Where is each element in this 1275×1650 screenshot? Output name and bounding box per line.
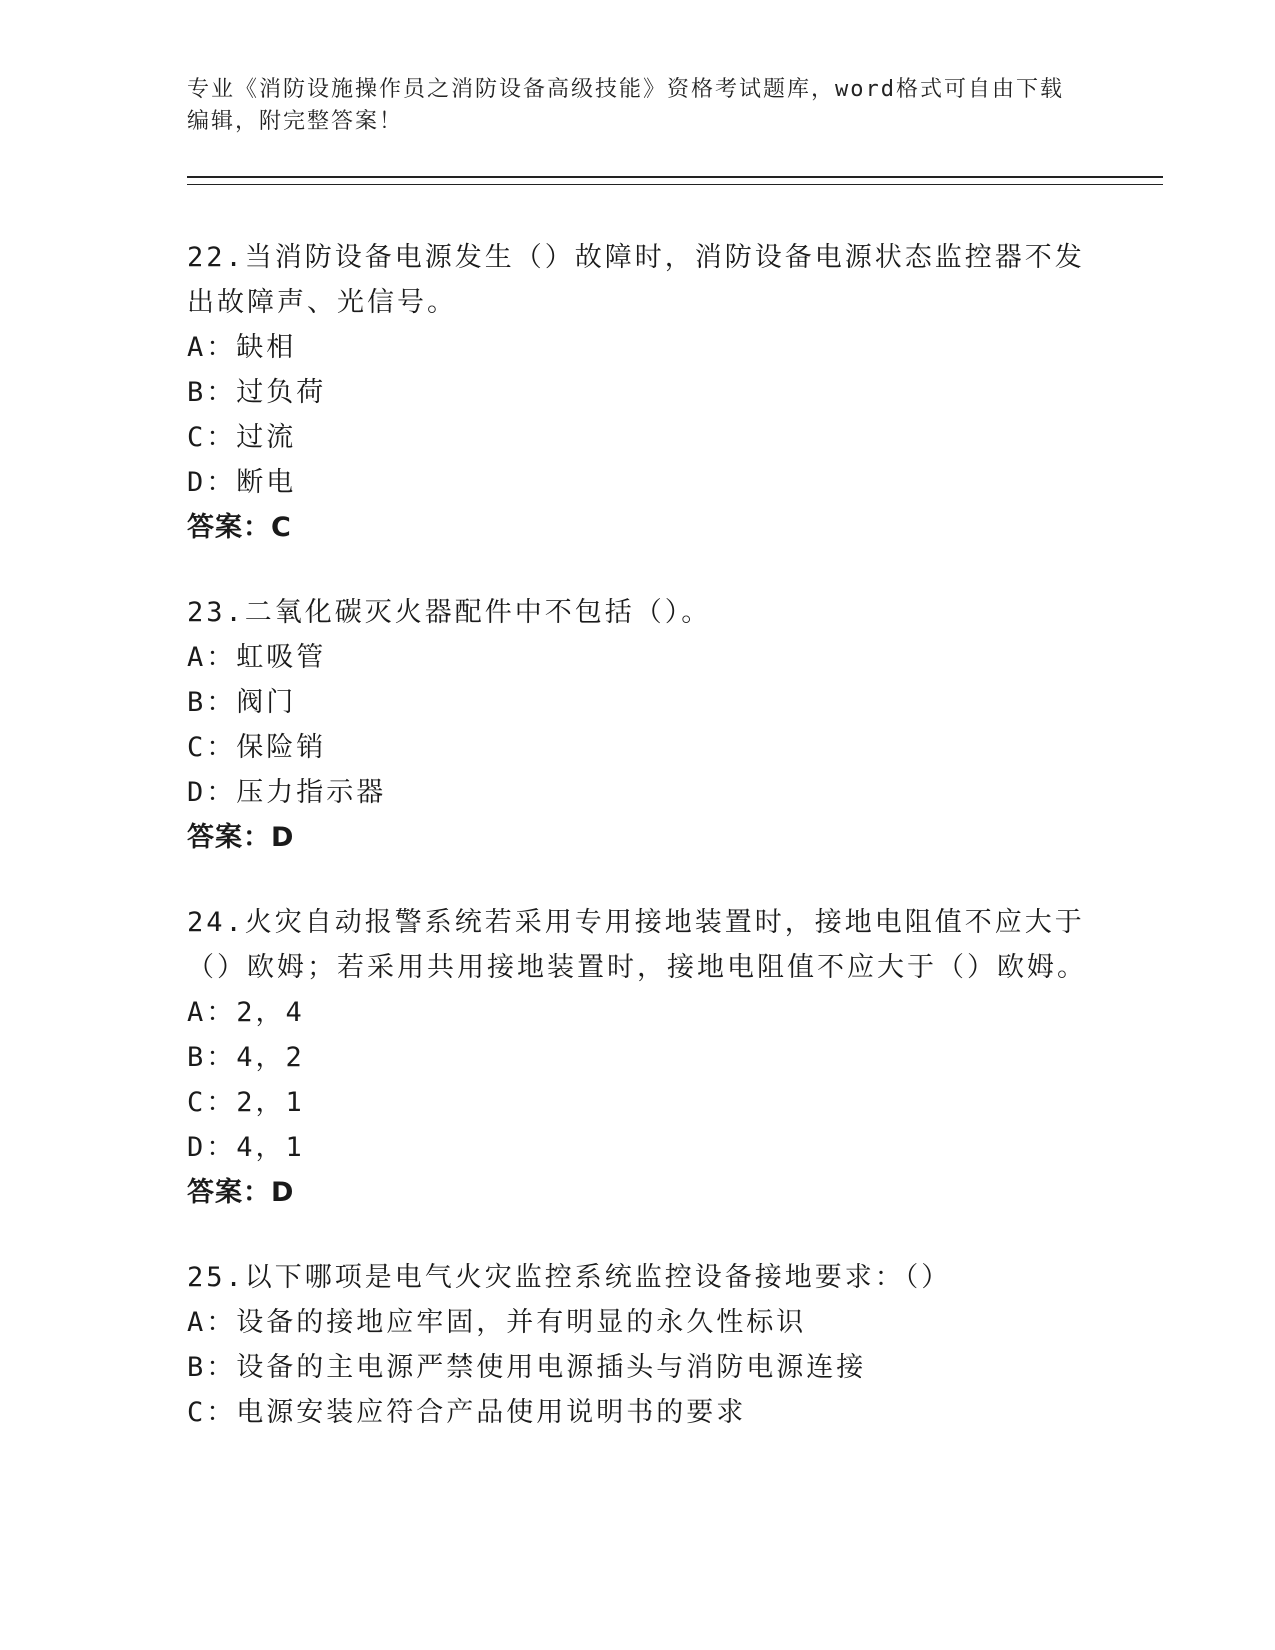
option-b: B：设备的主电源严禁使用电源插头与消防电源连接: [187, 1352, 867, 1383]
question-stem: 22.当消防设备电源发生（）故障时，消防设备电源状态监控器不发出故障声、光信号。: [187, 242, 1085, 318]
option-d: D：压力指示器: [187, 777, 387, 808]
option-a: A：缺相: [187, 332, 297, 363]
question-22: [187, 235, 1087, 550]
option-c: C：2，1: [187, 1087, 305, 1118]
option-d: D：断电: [187, 467, 297, 498]
option-a: A：2，4: [187, 997, 305, 1028]
option-d: D：4，1: [187, 1132, 305, 1163]
question-25: [187, 1255, 1087, 1435]
page-header: 专业《消防设施操作员之消防设备高级技能》资格考试题库，word格式可自由下载编辑，附完整答案！: [187, 77, 1064, 134]
question-24: [187, 900, 1087, 1215]
answer: 答案：D: [187, 822, 295, 853]
answer: 答案：C: [187, 512, 292, 543]
question-stem: 23.二氧化碳灭火器配件中不包括（）。: [187, 597, 712, 628]
option-b: B：阀门: [187, 687, 297, 718]
option-a: A：设备的接地应牢固，并有明显的永久性标识: [187, 1307, 807, 1338]
option-c: C：保险销: [187, 732, 327, 763]
option-b: B：过负荷: [187, 377, 327, 408]
option-c: C：过流: [187, 422, 297, 453]
option-a: A：虹吸管: [187, 642, 327, 673]
question-23: [187, 590, 1087, 860]
option-b: B：4，2: [187, 1042, 305, 1073]
question-stem: 24.火灾自动报警系统若采用专用接地装置时，接地电阻值不应大于（）欧姆；若采用共用接地装置时，接地电阻值不应大于（）欧姆。: [187, 907, 1087, 983]
answer: 答案：D: [187, 1177, 295, 1208]
option-c: C：电源安装应符合产品使用说明书的要求: [187, 1397, 747, 1428]
question-list: [187, 235, 1087, 1475]
header-divider: [187, 176, 1163, 185]
question-stem: 25.以下哪项是电气火灾监控系统监控设备接地要求：（）: [187, 1262, 952, 1293]
